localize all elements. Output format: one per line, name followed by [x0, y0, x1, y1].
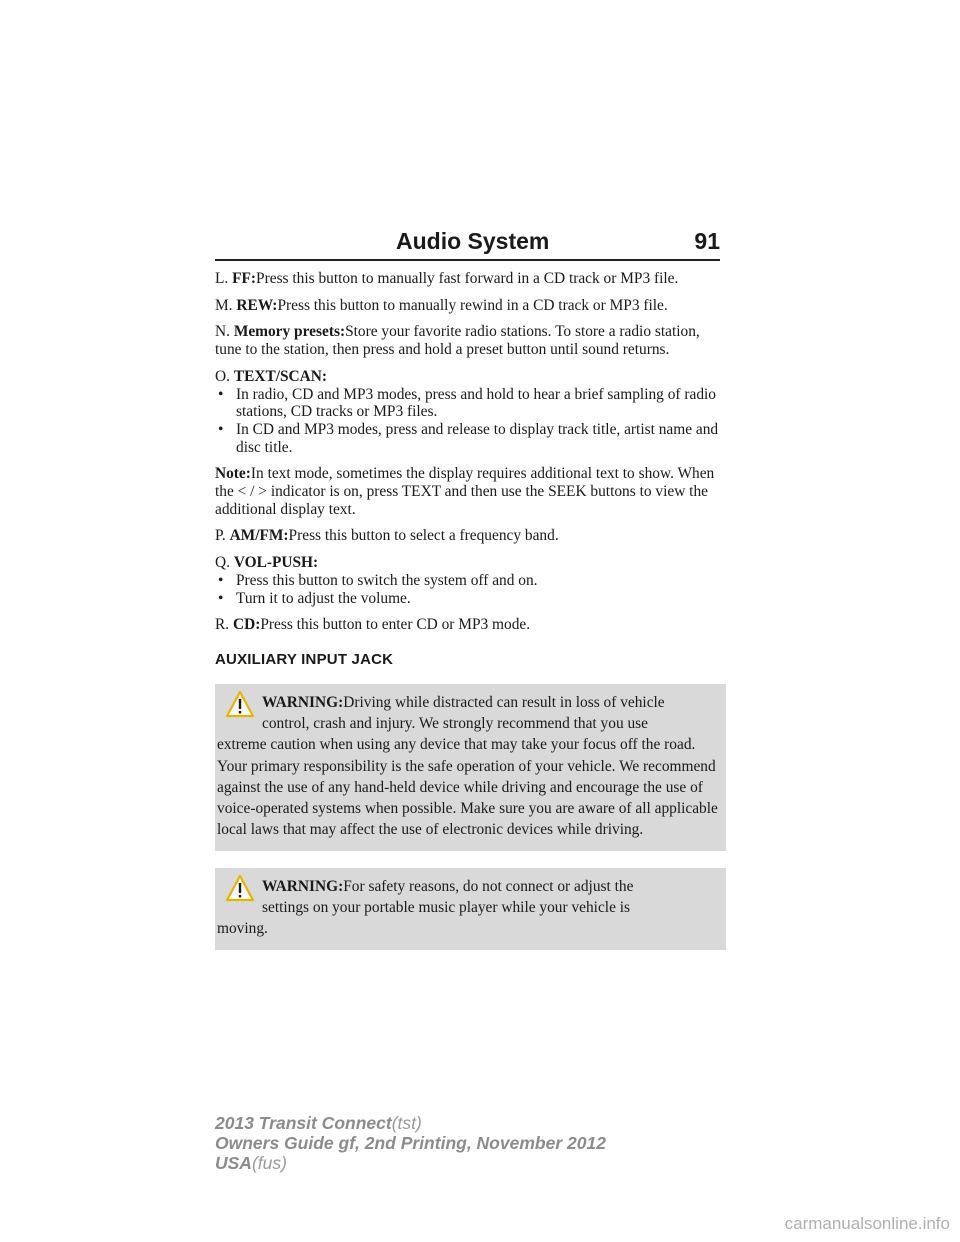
item-p: [215, 527, 725, 545]
item-letter: M.: [215, 296, 237, 314]
list-item: • In radio, CD and MP3 modes, press and hold to hear a brief sampling of radio stations, CD tracks or MP3 files.: [218, 385, 717, 421]
list-item: • Press this button to switch the system off and on.: [218, 571, 538, 589]
item-n: [215, 323, 725, 358]
item-term: REW:: [236, 296, 278, 314]
item-l: [215, 270, 725, 288]
item-term: FF:: [232, 270, 257, 287]
item-letter: P.: [215, 527, 230, 545]
page-header: [215, 226, 720, 262]
warning-term: WARNING:: [262, 693, 344, 711]
footer-market: USA: [215, 1153, 252, 1173]
note-term: Note:: [215, 465, 251, 483]
item-term: Memory presets:: [233, 323, 346, 341]
item-term: CD:: [232, 616, 261, 634]
footer-printing: Owners Guide gf, 2nd Printing, November 2012: [215, 1133, 606, 1153]
warning-box: [215, 684, 726, 851]
item-text: Press this button to manually fast forward in a CD track or MP3 file.: [256, 270, 679, 287]
warning-text: Driving while distracted can result in loss of vehicle: [343, 693, 665, 711]
note: [215, 465, 725, 518]
section-title: Audio System: [396, 228, 550, 254]
note-text: In text mode, sometimes the display requires additional text to show. When the < / > indicator is on, press TEXT and then use the SEEK buttons to view the additional display text.: [215, 465, 715, 518]
item-letter: O.: [215, 367, 234, 385]
bullet-list: [215, 386, 725, 457]
document-footer: [215, 1113, 606, 1173]
warning-term: WARNING:: [262, 877, 344, 895]
item-letter: R.: [215, 616, 233, 634]
page-number: 91: [694, 228, 720, 254]
footer-model: 2013 Transit Connect: [215, 1113, 392, 1133]
header-rule: [215, 259, 720, 261]
footer-market-code: (fus): [251, 1153, 287, 1173]
list-item: • Turn it to adjust the volume.: [218, 589, 411, 607]
watermark: carmanualsonline.info: [784, 1214, 950, 1233]
bullet-list: [215, 572, 725, 607]
item-letter: L.: [215, 270, 233, 287]
item-q: [215, 554, 725, 607]
bullet-icon: •: [218, 589, 224, 607]
warning-text: control, crash and injury. We strongly recommend that you use: [262, 714, 648, 732]
item-letter: N.: [215, 323, 234, 341]
bullet-icon: •: [218, 571, 224, 589]
warning-text: For safety reasons, do not connect or adjust the: [343, 877, 634, 895]
item-r: [215, 616, 725, 634]
warning-text: extreme caution when using any device that may take your focus off the road. Your primary responsibility is the safe operation of your vehicle. We recommend against the use of any hand-held device while driving and encourage the use of voice-operated systems when possible. Make sure you are aware of all applicable local laws that may affect the use of electronic devices while driving.: [217, 736, 718, 839]
item-term: VOL-PUSH:: [233, 554, 319, 572]
item-text: Press this button to enter CD or MP3 mode.: [260, 616, 531, 634]
item-text: Press this button to select a frequency band.: [288, 527, 559, 545]
bullet-icon: •: [218, 420, 224, 438]
item-term: AM/FM:: [229, 527, 289, 545]
page-content: [215, 270, 725, 967]
warning-text: moving.: [217, 920, 268, 938]
item-letter: Q.: [215, 554, 234, 572]
aux-input-heading: AUXILIARY INPUT JACK: [215, 650, 394, 668]
warning-triangle-icon: [225, 874, 255, 902]
list-item: • In CD and MP3 modes, press and release to display track title, artist name and disc title.: [218, 420, 719, 456]
bullet-icon: •: [218, 385, 224, 403]
item-o: [215, 368, 725, 457]
warning-box: [215, 868, 726, 950]
item-text: Store your favorite radio stations. To store a radio station, tune to the station, then press and hold a preset button until sound returns.: [215, 323, 700, 359]
item-text: Press this button to manually rewind in a CD track or MP3 file.: [277, 296, 668, 314]
item-term: TEXT/SCAN:: [233, 367, 328, 385]
warning-triangle-icon: [225, 690, 255, 718]
item-m: [215, 297, 725, 315]
footer-model-code: (tst): [391, 1113, 422, 1133]
warning-text: settings on your portable music player while your vehicle is: [262, 899, 631, 917]
